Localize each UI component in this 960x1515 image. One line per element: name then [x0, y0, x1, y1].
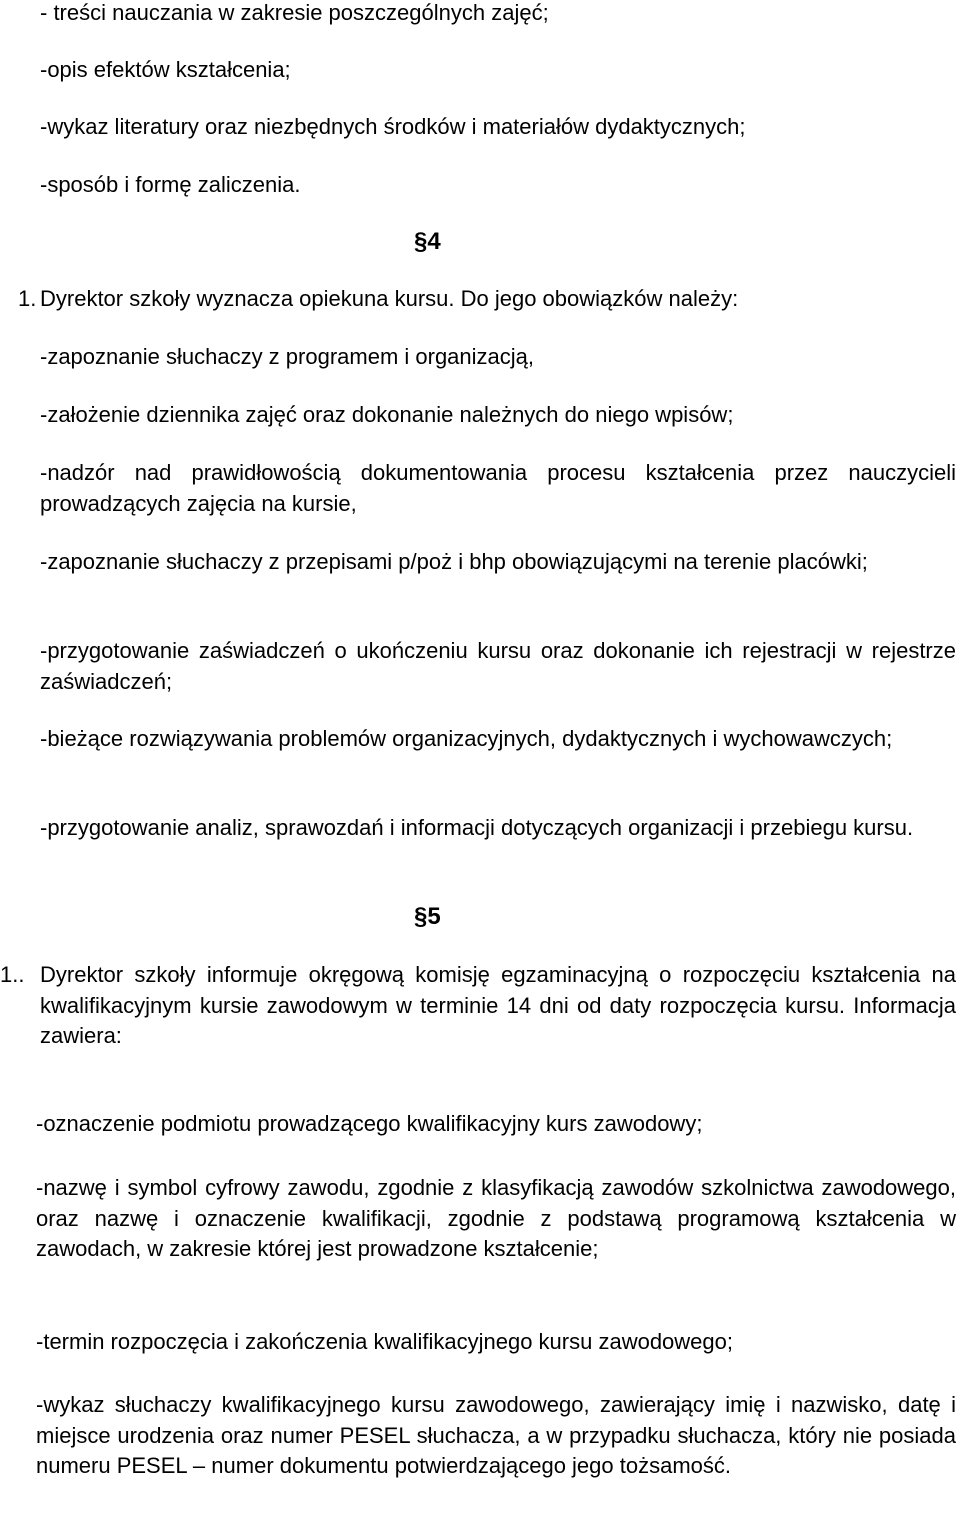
item-text: Dyrektor szkoły informuje okręgową komisję egzaminacyjną o rozpoczęciu kształcenia na kwalifikacyjnym kursie zawodowym w terminie 14 dni od daty rozpoczęcia kursu. Informacja zawiera:	[40, 962, 956, 1048]
section-4-heading: §4	[414, 228, 441, 255]
duty-item: -założenie dziennika zajęć oraz dokonanie należnych do niego wpisów;	[40, 402, 734, 427]
info-item: -wykaz słuchaczy kwalifikacyjnego kursu zawodowego, zawierający imię i nazwisko, datę i miejsce urodzenia oraz numer PESEL słuchacza, a w przypadku słuchacza, który nie posiada numeru PESEL – numer dokumentu potwierdzającego jego tożsamość.	[36, 1392, 956, 1478]
list-item-assessment: -sposób i formę zaliczenia.	[40, 172, 301, 197]
item-number: 1..	[0, 962, 25, 987]
duty-item: -bieżące rozwiązywania problemów organizacyjnych, dydaktycznych i wychowawczych;	[40, 726, 893, 751]
section-4-item-1	[18, 286, 738, 312]
duty-item: -zapoznanie słuchaczy z programem i organizacją,	[40, 344, 535, 369]
duty-item: -przygotowanie zaświadczeń o ukończeniu kursu oraz dokonanie ich rejestracji w rejestrze zaświadczeń;	[40, 638, 956, 694]
section-5-heading: §5	[414, 903, 441, 930]
list-item-literature: -wykaz literatury oraz niezbędnych środków i materiałów dydaktycznych;	[40, 114, 746, 139]
info-item: -termin rozpoczęcia i zakończenia kwalifikacyjnego kursu zawodowego;	[36, 1329, 733, 1354]
duty-item: -nadzór nad prawidłowością dokumentowania procesu kształcenia przez nauczycieli prowadzących zajęcia na kursie,	[40, 460, 956, 516]
item-number: 1.	[18, 286, 37, 311]
info-item: -nazwę i symbol cyfrowy zawodu, zgodnie z klasyfikacją zawodów szkolnictwa zawodowego, oraz nazwę i oznaczenie kwalifikacji, zgodnie z podstawą programową kształcenia w zawodach, w zakresie której jest prowadzone kształcenie;	[36, 1175, 956, 1261]
duty-item: -przygotowanie analiz, sprawozdań i informacji dotyczących organizacji i przebiegu kursu.	[40, 815, 914, 840]
list-item-learning-outcomes: -opis efektów kształcenia;	[40, 57, 291, 82]
info-item: -oznaczenie podmiotu prowadzącego kwalifikacyjny kurs zawodowy;	[36, 1111, 703, 1136]
duty-item: -zapoznanie słuchaczy z przepisami p/poż i bhp obowiązującymi na terenie placówki;	[40, 549, 868, 574]
list-item-program-content: - treści nauczania w zakresie poszczególnych zajęć;	[40, 0, 549, 25]
item-text: Dyrektor szkoły wyznacza opiekuna kursu. Do jego obowiązków należy:	[40, 286, 739, 311]
